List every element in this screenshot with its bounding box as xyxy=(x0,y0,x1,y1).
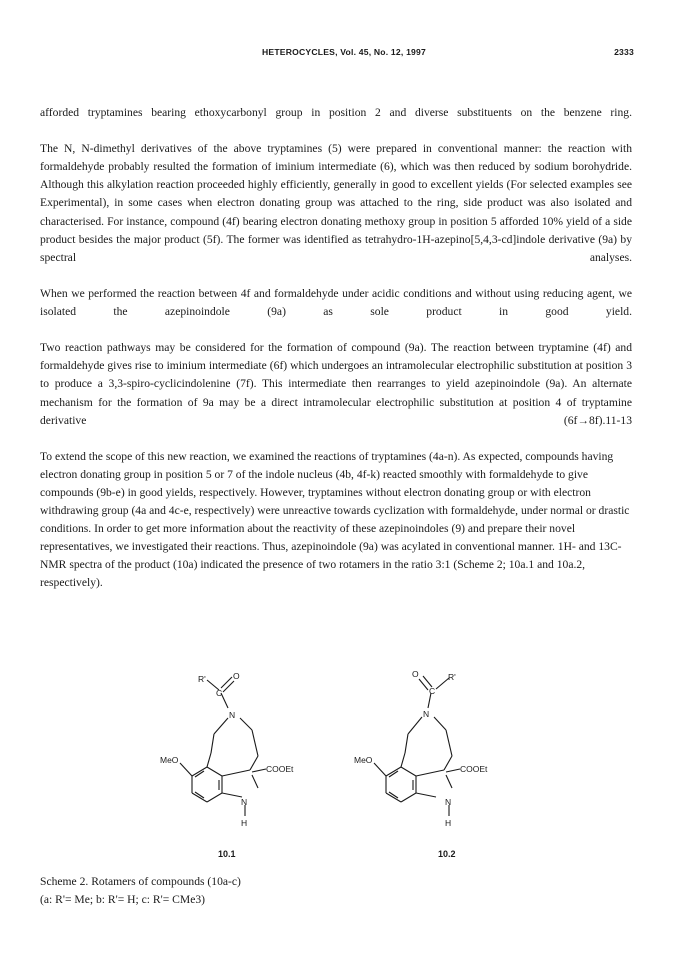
paragraph-4: Two reaction pathways may be considered for the formation of compound (9a). The reaction between tryptamine (4f) and formaldehyde gives rise to iminium intermediate (6f) which undergoes an intramolecular electrophilic substitution at position 3 to produce a 3,3-spiro-cyclicindolenine (7f). This intermediate then rearranges to yield azepinoindole (9a). An alternate mechanism for the formation of 9a may be a direct intramolecular electrophilic substitution at position 4 of tryptamine derivative (6f→8f).11-13 xyxy=(40,341,632,427)
structure-10-2 xyxy=(374,676,460,816)
rotamer-structures xyxy=(0,660,688,870)
body-text xyxy=(40,104,632,593)
scheme-caption xyxy=(40,873,640,909)
paragraph-1: afforded tryptamines bearing ethoxycarbonyl group in position 2 and diverse substituents on the benzene ring. xyxy=(40,106,632,119)
hydrogen-label: H xyxy=(445,818,452,828)
structure-label-10-2: 10.2 xyxy=(438,849,456,859)
caption-legend: (a: R'= Me; b: R'= H; c: R'= CMe3) xyxy=(40,893,205,906)
paragraph-2: The N, N-dimethyl derivatives of the above tryptamines (5) were prepared in conventional manner: the reaction with formaldehyde probably resulted the formation of iminium intermediate (6), which was then reduced by sodium borohydride. Although this alkylation reaction proceeded highly efficiently, generally in good to excellent yields (For selected examples see Experimental), in some cases when electron donating group was attached to the ring, side product was also isolated and characterised. For instance, compound (4f) bearing electron donating methoxy group in position 5 afforded 10% yield of a side product besides the major product (5f). The former was identified as tetrahydro-1H-azepino[5,4,3-cd]indole derivative (9a) by spectral analyses. xyxy=(40,142,632,264)
methoxy-label: MeO xyxy=(160,755,179,765)
paragraph-5: To extend the scope of this new reaction, we examined the reactions of tryptamines (4a-n). As expected, compounds having electron donating group in position 5 or 7 of the indole nucleus (4b, 4f-k) reacted smoothly with formaldehyde to give compounds (9b-e) in good yields, respectively. However, tryptamines without electron donating group or with electron withdrawing group (4a and 4c-e, respectively) were unreactive towards cyclization with formaldehyde, under normal or drastic conditions. In order to get more information about the reactivity of these azepinoindoles (9) and prepare their novel representatives, we investigated their reactions. Thus, azepinoindole (9a) was acylated in conventional manner. 1H- and 13C- NMR spectra of the product (10a) indicated the presence of two rotamers in the ratio 3:1 (Scheme 2; 10a.1 and 10a.2, respectively). xyxy=(40,449,630,590)
amide-nitrogen-label: N xyxy=(423,709,430,719)
journal-citation: HETEROCYCLES, Vol. 45, No. 12, 1997 xyxy=(262,47,426,57)
oxygen-label: O xyxy=(412,669,419,679)
oxygen-label: O xyxy=(233,671,240,681)
ester-label: COOEt xyxy=(460,764,488,774)
indole-nitrogen-label: N xyxy=(445,797,452,807)
caption-title: Scheme 2. Rotamers of compounds (10a-c) xyxy=(40,875,241,888)
structure-10-2-atoms xyxy=(354,669,488,859)
hydrogen-label: H xyxy=(241,818,248,828)
carbonyl-carbon-label: C xyxy=(216,688,223,698)
structure-10-1-atoms xyxy=(160,671,294,859)
amide-nitrogen-label: N xyxy=(229,710,236,720)
page-number: 2333 xyxy=(614,47,634,57)
structure-10-1 xyxy=(180,677,266,816)
structure-label-10-1: 10.1 xyxy=(218,849,236,859)
r-group-label: R' xyxy=(448,672,456,682)
running-head xyxy=(40,47,648,61)
ester-label: COOEt xyxy=(266,764,294,774)
r-group-label: R' xyxy=(198,674,206,684)
methoxy-label: MeO xyxy=(354,755,373,765)
carbonyl-carbon-label: C xyxy=(429,686,436,696)
paragraph-3: When we performed the reaction between 4f and formaldehyde under acidic conditions and without using reducing agent, we isolated the azepinoindole (9a) as sole product in good yield. xyxy=(40,286,632,319)
indole-nitrogen-label: N xyxy=(241,797,248,807)
scheme-2 xyxy=(0,660,688,870)
